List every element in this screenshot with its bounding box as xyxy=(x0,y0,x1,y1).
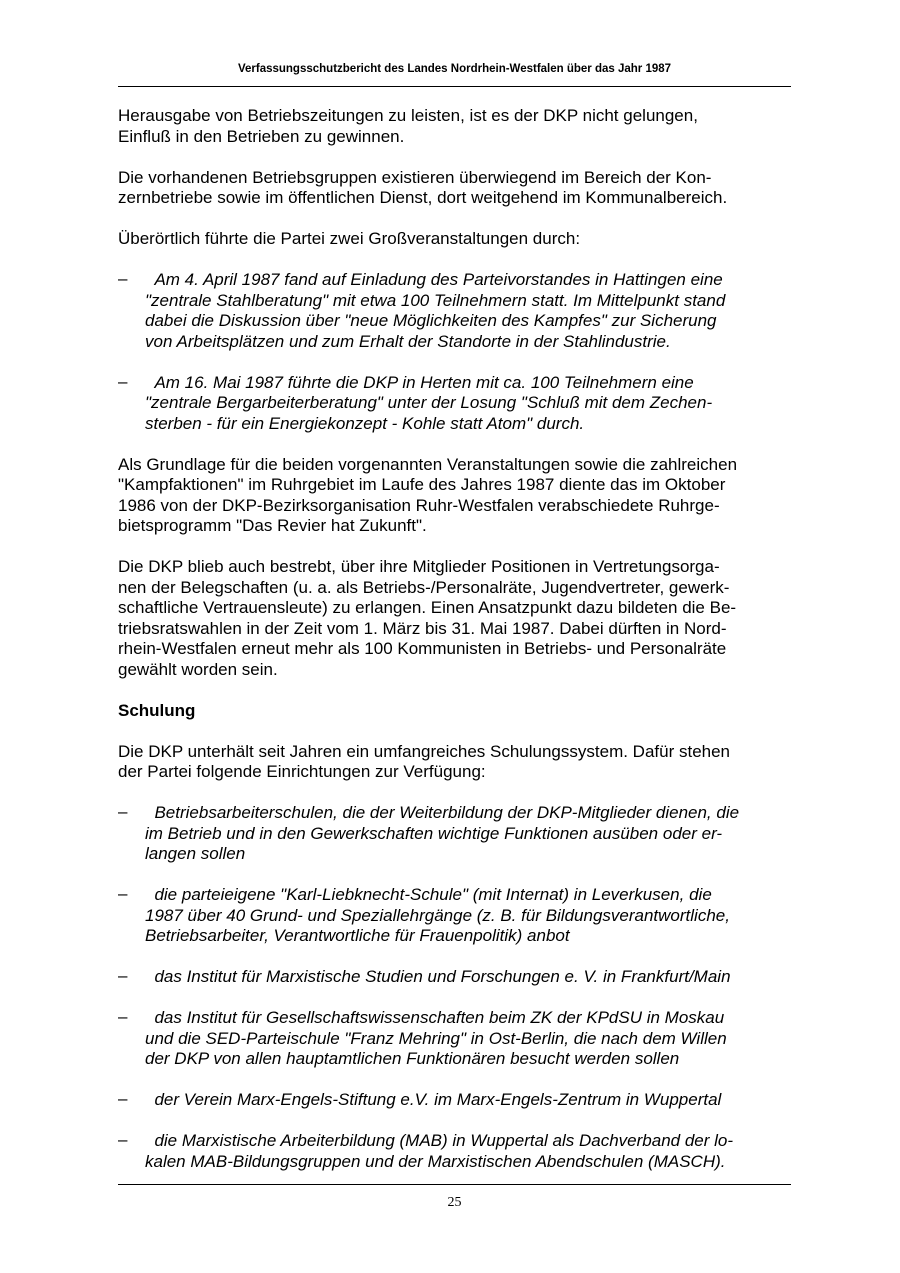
text-line: dabei die Diskussion über "neue Möglichkeiten des Kampfes" zur Sicherung xyxy=(145,311,717,330)
dash-bullet: – xyxy=(118,884,128,903)
text-line: der Verein Marx-Engels-Stiftung e.V. im Marx-Engels-Zentrum in Wuppertal xyxy=(154,1090,722,1109)
text-line: das Institut für Gesellschaftswissenschaften beim ZK der KPdSU in Moskau xyxy=(154,1008,725,1027)
text-line: die Marxistische Arbeiterbildung (MAB) in Wuppertal als Dachverband der lo- xyxy=(154,1131,734,1150)
list-item-institut-marxistische-studien xyxy=(118,967,791,988)
list-item-text xyxy=(145,885,791,947)
text-line: Am 4. April 1987 fand auf Einladung des Parteivorstandes in Hattingen eine xyxy=(154,270,723,289)
text-line: das Institut für Marxistische Studien und Forschungen e. V. in Frankfurt/Main xyxy=(154,967,731,986)
text-line: zernbetriebe sowie im öffentlichen Dienst, dort weitgehend im Kommunalbereich. xyxy=(118,188,728,207)
text-line: Betriebsarbeiterschulen, die der Weiterbildung der DKP-Mitglieder dienen, die xyxy=(154,803,740,822)
text-line: kalen MAB-Bildungsgruppen und der Marxistischen Abendschulen (MASCH). xyxy=(145,1151,726,1171)
paragraph-intro xyxy=(118,106,791,147)
paragraph-betriebsratswahlen xyxy=(118,557,791,680)
text-line: "zentrale Stahlberatung" mit etwa 100 Teilnehmern statt. Im Mittelpunkt stand xyxy=(145,290,726,310)
list-item-institut-gesellschaftswissenschaften xyxy=(118,1008,791,1070)
dash-bullet: – xyxy=(118,1089,128,1108)
list-item-karl-liebknecht-schule xyxy=(118,885,791,947)
list-item-betriebsarbeiterschulen xyxy=(118,803,791,865)
text-line: Die vorhandenen Betriebsgruppen existieren überwiegend im Bereich der Kon- xyxy=(118,167,712,187)
list-item-marxistische-arbeiterbildung xyxy=(118,1131,791,1172)
list-item-event-stahlberatung xyxy=(118,270,791,352)
text-line: triebsratswahlen in der Zeit vom 1. März bis 31. Mai 1987. Dabei dürften in Nord- xyxy=(118,618,727,638)
text-line: Herausgabe von Betriebszeitungen zu leisten, ist es der DKP nicht gelungen, xyxy=(118,106,698,125)
list-item-text xyxy=(145,373,791,435)
text-line: rhein-Westfalen erneut mehr als 100 Kommunisten in Betriebs- und Personalräte xyxy=(118,639,727,658)
text-line: schaftliche Vertrauensleute) zu erlangen. Einen Ansatzpunkt dazu bildeten die Be- xyxy=(118,598,737,617)
text-line: im Betrieb und in den Gewerkschaften wichtige Funktionen ausüben oder er- xyxy=(145,823,723,843)
list-item-event-bergarbeiterberatung xyxy=(118,373,791,435)
text-line: Als Grundlage für die beiden vorgenannten Veranstaltungen sowie die zahlreichen xyxy=(118,454,738,474)
dash-bullet: – xyxy=(118,966,128,985)
text-line: bietsprogramm "Das Revier hat Zukunft". xyxy=(118,516,427,535)
text-line: Betriebsarbeiter, Verantwortliche für Frauenpolitik) anbot xyxy=(145,926,570,945)
dash-bullet: – xyxy=(118,371,128,391)
text-line: und die SED-Parteischule "Franz Mehring" in Ost-Berlin, die nach dem Willen xyxy=(145,1028,727,1048)
header-rule xyxy=(118,86,791,87)
text-line: "zentrale Bergarbeiterberatung" unter der Losung "Schluß mit dem Zechen- xyxy=(145,393,713,412)
page-body xyxy=(118,106,791,1193)
list-item-text xyxy=(145,803,791,865)
text-line: nen der Belegschaften (u. a. als Betriebs-/Personalräte, Jugendvertreter, gewerk- xyxy=(118,577,730,597)
dash-bullet: – xyxy=(118,269,128,288)
text-line: Einfluß in den Betrieben zu gewinnen. xyxy=(118,126,405,146)
text-line: sterben - für ein Energiekonzept - Kohle statt Atom" durch. xyxy=(145,413,585,433)
running-header: Verfassungsschutzbericht des Landes Nordrhein-Westfalen über das Jahr 1987 xyxy=(237,63,672,75)
list-item-text xyxy=(145,967,791,988)
paragraph-grossveranstaltungen: Überörtlich führte die Partei zwei Großveranstaltungen durch: xyxy=(118,229,581,248)
text-line: Die DKP unterhält seit Jahren ein umfangreiches Schulungssystem. Dafür stehen xyxy=(118,741,731,761)
text-line: 1986 von der DKP-Bezirksorganisation Ruhr-Westfalen verabschiedete Ruhrge- xyxy=(118,495,720,515)
list-item-text xyxy=(145,1090,791,1111)
dash-bullet: – xyxy=(118,1130,128,1149)
text-line: 1987 über 40 Grund- und Speziallehrgänge (z. B. für Bildungsverantwortliche, xyxy=(145,905,730,925)
list-item-text xyxy=(145,1131,791,1172)
text-line: langen sollen xyxy=(145,844,246,863)
text-line: die parteieigene "Karl-Liebknecht-Schule" (mit Internat) in Leverkusen, die xyxy=(154,885,712,904)
paragraph-ruhrgebietsprogramm xyxy=(118,455,791,537)
paragraph-schulungssystem xyxy=(118,742,791,783)
page-number: 25 xyxy=(447,1195,462,1210)
text-line: "Kampfaktionen" im Ruhrgebiet im Laufe des Jahres 1987 diente das im Oktober xyxy=(118,475,726,494)
text-line: von Arbeitsplätzen und zum Erhalt der Standorte in der Stahlindustrie. xyxy=(145,331,671,351)
dash-bullet: – xyxy=(118,1007,128,1026)
text-line: Am 16. Mai 1987 führte die DKP in Herten mit ca. 100 Teilnehmern eine xyxy=(154,372,694,392)
footer-rule xyxy=(118,1184,791,1185)
text-line: der DKP von allen hauptamtlichen Funktionären besucht werden sollen xyxy=(145,1049,680,1068)
list-item-marx-engels-stiftung xyxy=(118,1090,791,1111)
section-heading-schulung: Schulung xyxy=(118,700,196,720)
text-line: gewählt worden sein. xyxy=(118,659,278,679)
text-line: der Partei folgende Einrichtungen zur Verfügung: xyxy=(118,762,486,781)
paragraph-betriebsgruppen xyxy=(118,168,791,209)
list-item-text xyxy=(145,1008,791,1070)
text-line: Die DKP blieb auch bestrebt, über ihre Mitglieder Positionen in Vertretungsorga- xyxy=(118,557,720,576)
list-item-text xyxy=(145,270,791,352)
dash-bullet: – xyxy=(118,802,128,821)
